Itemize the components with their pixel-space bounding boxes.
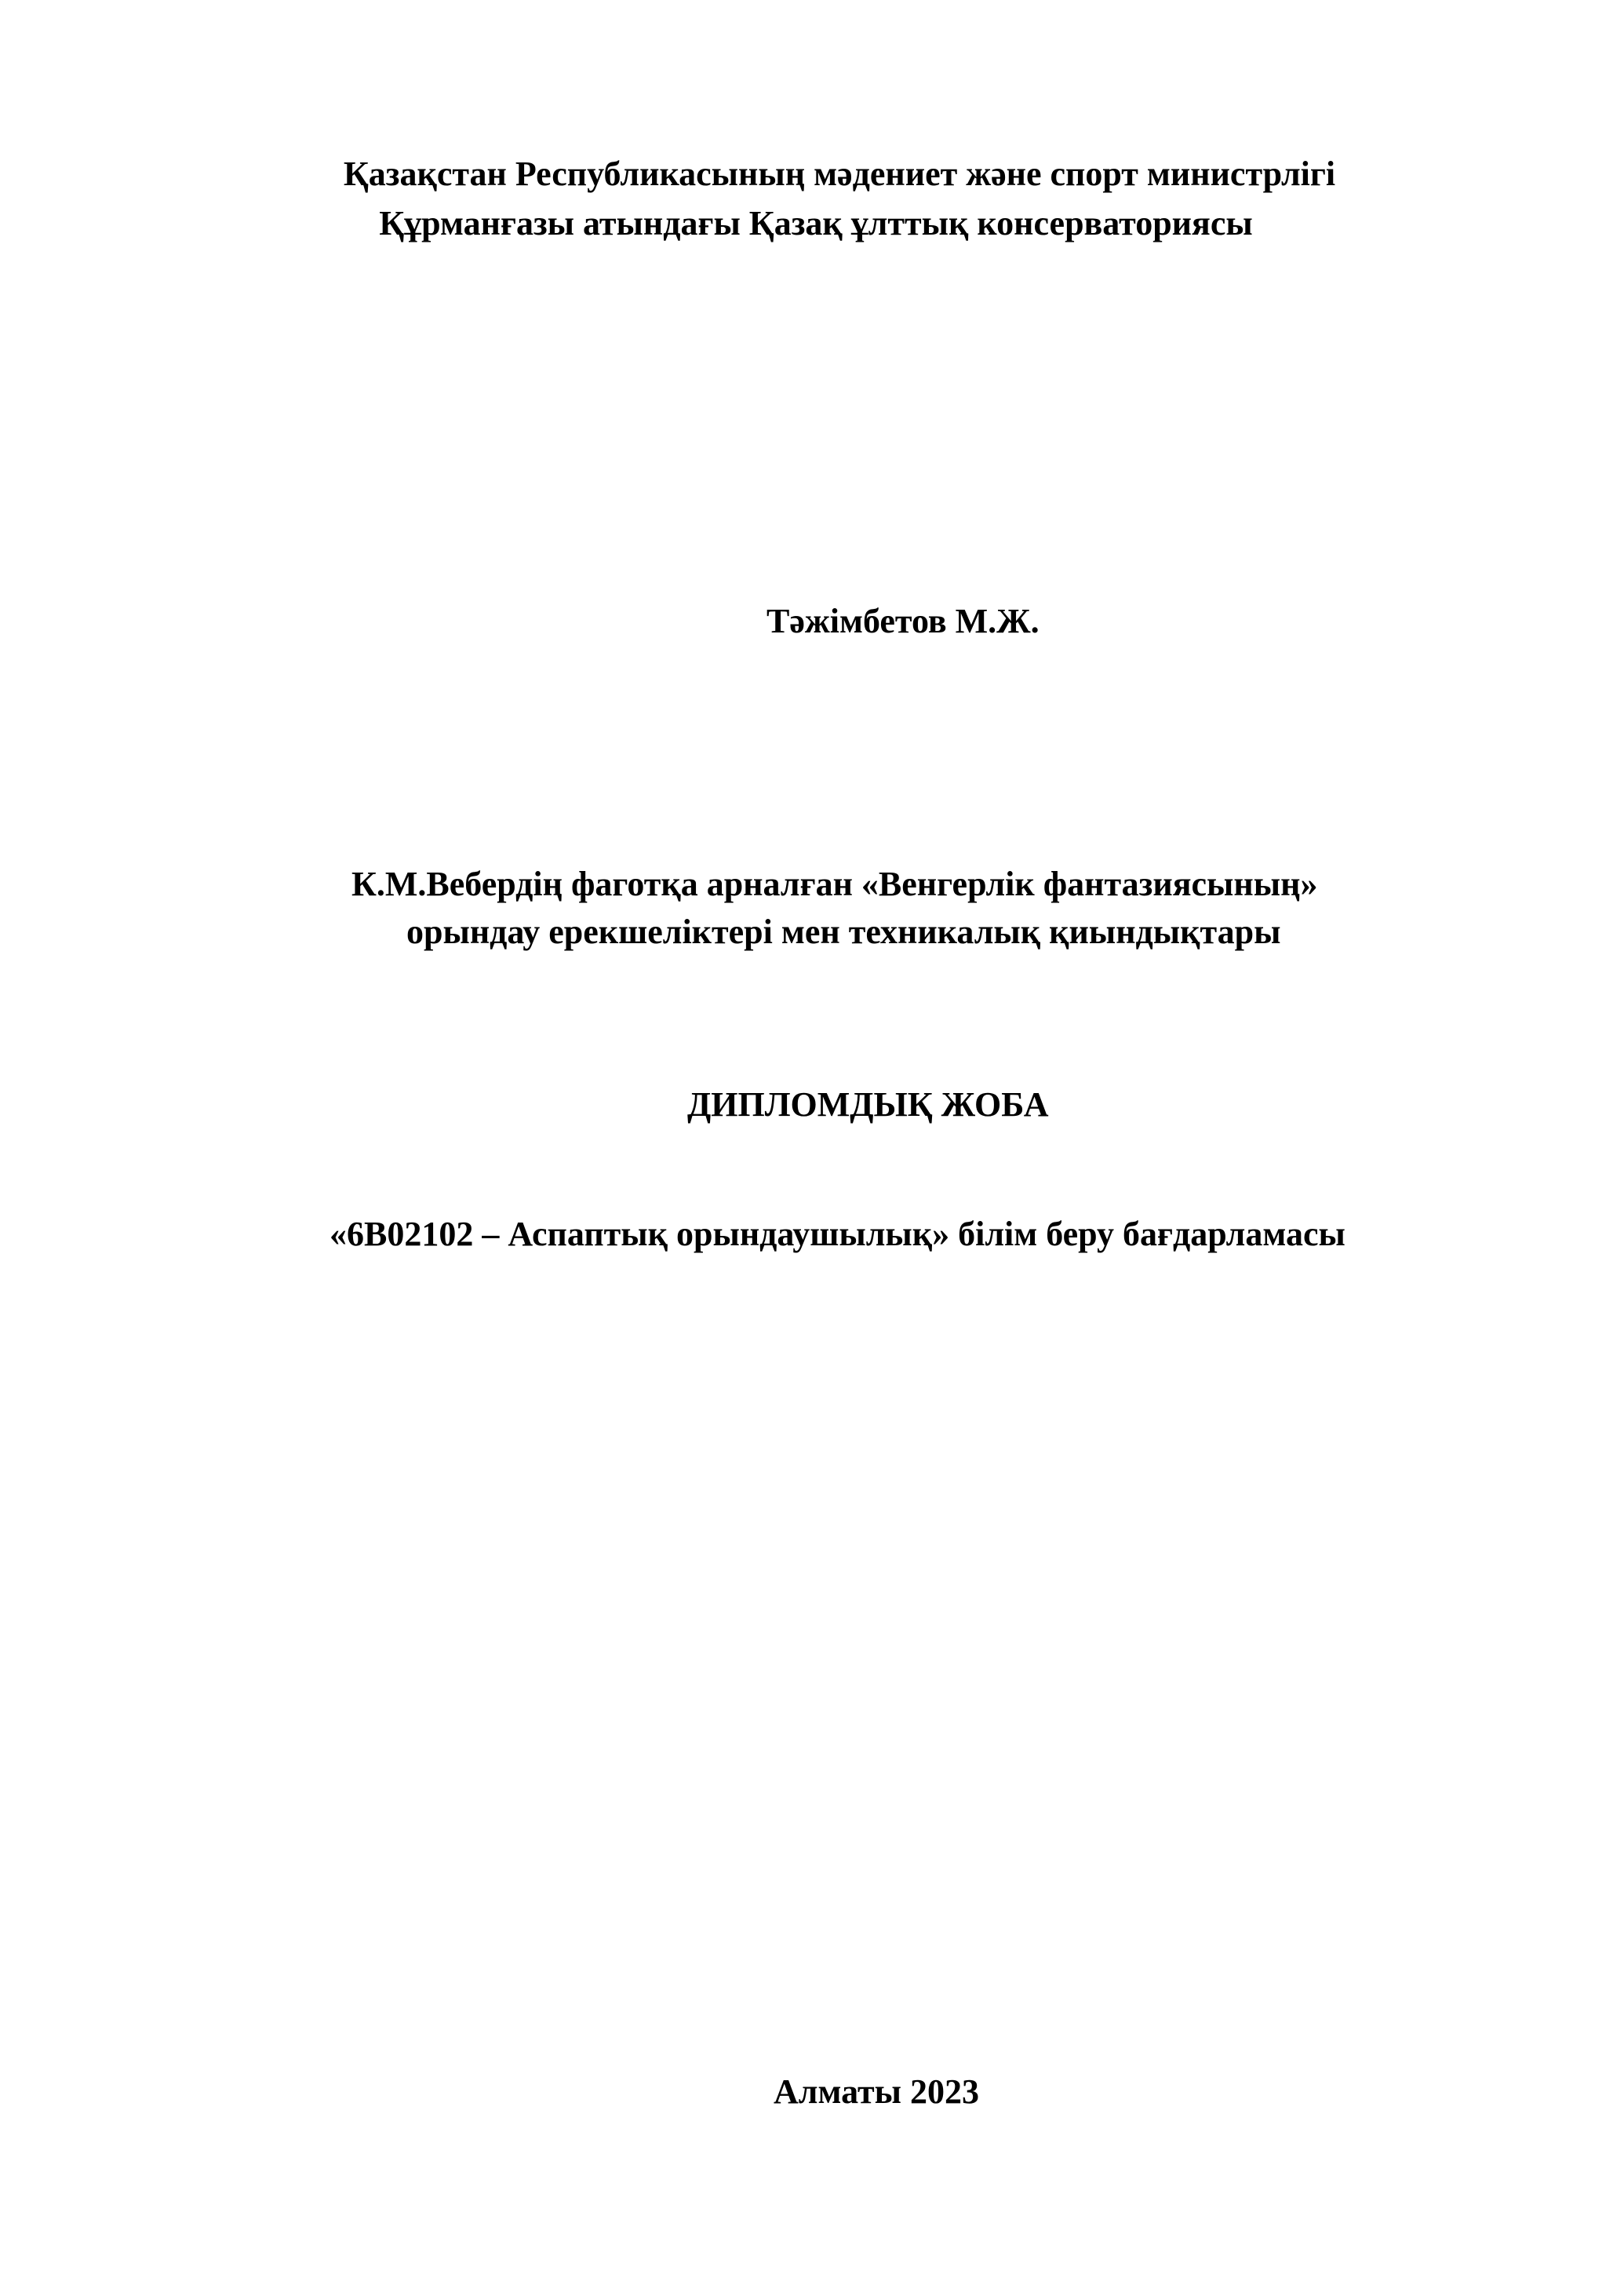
education-program: «6В02102 – Аспаптық орындаушылық» білім беру бағдарламасы — [330, 1215, 1345, 1253]
thesis-title-line-2: орындау ерекшеліктері мен техникалық қиындықтары — [406, 913, 1281, 951]
institution-name: Құрманғазы атындағы Қазақ ұлттық консерваториясы — [379, 204, 1253, 242]
city-year: Алматы 2023 — [774, 2072, 979, 2111]
author-name: Тәжімбетов М.Ж. — [766, 602, 1040, 640]
ministry-name: Қазақстан Республикасының мәдениет және спорт министрлігі — [343, 155, 1336, 193]
work-type-heading: ДИПЛОМДЫҚ ЖОБА — [687, 1085, 1049, 1124]
thesis-title-line-1: К.М.Вебердің фаготқа арналған «Венгерлік фантазиясының» — [351, 865, 1318, 903]
